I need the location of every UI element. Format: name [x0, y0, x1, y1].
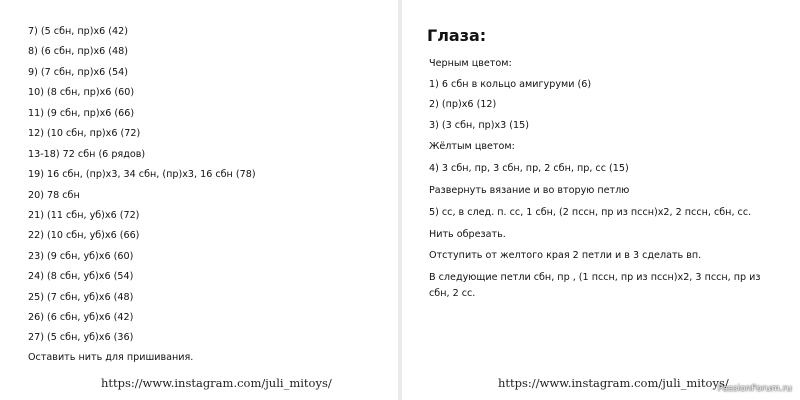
instagram-link[interactable]: https://www.instagram.com/juli_mitoys/	[101, 376, 332, 390]
instagram-link[interactable]: https://www.instagram.com/juli_mitoys/	[498, 376, 729, 390]
closing-note: Оставить нить для пришивания.	[28, 352, 194, 363]
pattern-row-12: 12) (10 сбн, пр)х6 (72)	[28, 128, 141, 139]
instruction-cut: Нить обрезать.	[429, 229, 506, 240]
pattern-rows-13-18: 13-18) 72 сбн (6 рядов)	[28, 149, 146, 160]
eye-row-1: 1) 6 сбн в кольцо амигуруми (6)	[429, 79, 592, 90]
right-page	[402, 0, 800, 400]
pattern-row-25: 25) (7 сбн, уб)х6 (48)	[28, 292, 134, 303]
instruction-offset: Отступить от желтого края 2 петли и в 3 сделать вп.	[429, 250, 702, 261]
pattern-row-9: 9) (7 сбн, пр)х6 (54)	[28, 67, 128, 78]
color-label-yellow: Жёлтым цветом:	[429, 141, 515, 152]
section-heading: Глаза:	[427, 26, 487, 45]
pattern-row-20: 20) 78 сбн	[28, 190, 80, 201]
site-watermark: PassionForum.ru	[717, 384, 792, 394]
pattern-row-8: 8) (6 сбн, пр)х6 (48)	[28, 46, 128, 57]
instruction-turn: Развернуть вязание и во вторую петлю	[429, 185, 630, 196]
eye-row-3: 3) (3 сбн, пр)х3 (15)	[429, 120, 529, 131]
pattern-row-24: 24) (8 сбн, уб)х6 (54)	[28, 271, 134, 282]
pattern-row-22: 22) (10 сбн, уб)х6 (66)	[28, 230, 140, 241]
instruction-final: В следующие петли сбн, пр , (1 пссн, пр из пссн)х2, 3 пссн, пр из сбн, 2 сс.	[429, 272, 761, 299]
color-label-black: Черным цветом:	[429, 58, 512, 69]
pattern-row-11: 11) (9 сбн, пр)х6 (66)	[28, 108, 135, 119]
pattern-row-19: 19) 16 сбн, (пр)х3, 34 сбн, (пр)х3, 16 сбн (78)	[28, 169, 256, 180]
eye-row-2: 2) (пр)х6 (12)	[429, 99, 497, 110]
pattern-row-27: 27) (5 сбн, уб)х6 (36)	[28, 332, 134, 343]
pattern-row-26: 26) (6 сбн, уб)х6 (42)	[28, 312, 134, 323]
eye-row-4: 4) 3 сбн, пр, 3 сбн, пр, 2 сбн, пр, сс (15)	[429, 163, 629, 174]
pattern-row-7: 7) (5 сбн, пр)х6 (42)	[28, 26, 128, 37]
pattern-row-23: 23) (9 сбн, уб)х6 (60)	[28, 251, 134, 262]
pattern-row-10: 10) (8 сбн, пр)х6 (60)	[28, 87, 135, 98]
left-page	[0, 0, 398, 400]
eye-row-5: 5) сс, в след. п. сс, 1 сбн, (2 пссн, пр из пссн)х2, 2 пссн, сбн, сс.	[429, 207, 752, 218]
pattern-row-21: 21) (11 сбн, уб)х6 (72)	[28, 210, 140, 221]
